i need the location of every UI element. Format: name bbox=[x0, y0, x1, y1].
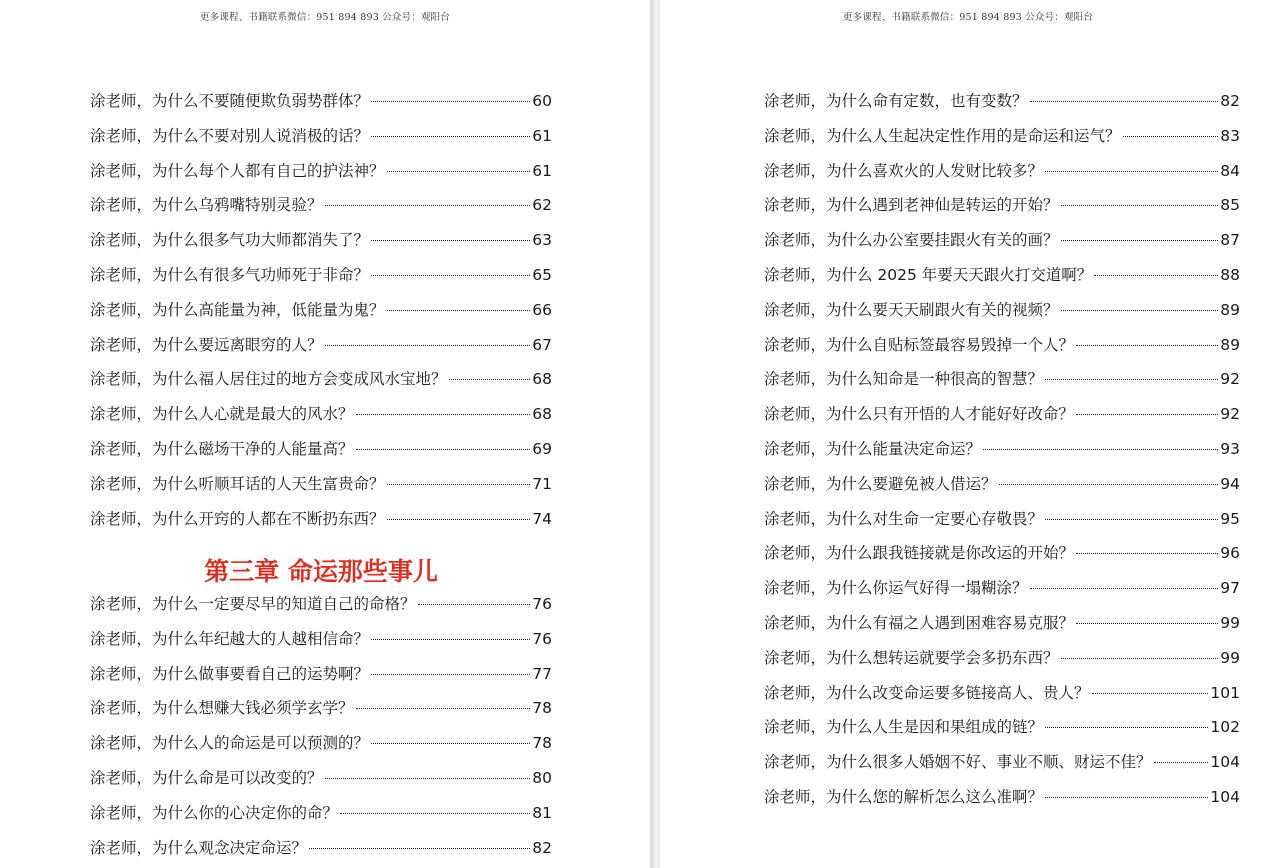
toc-entry-title: 涂老师，为什么命有定数，也有变数？ bbox=[764, 92, 1028, 110]
toc-dot-leader bbox=[1061, 310, 1219, 311]
toc-entry[interactable] bbox=[90, 696, 552, 731]
toc-entry[interactable] bbox=[764, 541, 1240, 576]
toc-entry-page-number: 61 bbox=[532, 161, 552, 180]
toc-entry-title: 涂老师，为什么人生起决定性作用的是命运和运气？ bbox=[764, 126, 1121, 145]
toc-entry[interactable] bbox=[764, 367, 1240, 402]
toc-entry[interactable] bbox=[764, 472, 1240, 507]
toc-entry-title: 涂老师，为什么不要随便欺负弱势群体？ bbox=[90, 92, 370, 110]
toc-entry-page-number: 78 bbox=[532, 734, 552, 753]
toc-entry-title: 涂老师，为什么命是可以改变的？ bbox=[90, 768, 323, 787]
toc-dot-leader bbox=[983, 449, 1218, 450]
right-page bbox=[660, 0, 1276, 868]
toc-entry-title: 涂老师，为什么跟我链接就是你改运的开始？ bbox=[764, 544, 1075, 563]
toc-dot-leader bbox=[1030, 588, 1219, 589]
toc-dot-leader bbox=[1045, 727, 1208, 728]
toc-entry-title: 涂老师，为什么有很多气功师死于非命？ bbox=[90, 265, 370, 284]
toc-entry-title: 涂老师，为什么听顺耳话的人天生富贵命？ bbox=[90, 474, 385, 493]
toc-entry-title: 涂老师，为什么遇到老神仙是转运的开始？ bbox=[764, 196, 1059, 215]
toc-entry[interactable] bbox=[90, 298, 552, 333]
toc-entry-page-number: 89 bbox=[1220, 335, 1240, 354]
toc-dot-leader bbox=[1076, 345, 1218, 346]
toc-entry-page-number: 83 bbox=[1220, 126, 1240, 145]
toc-entry-title: 涂老师，为什么你的心决定你的命？ bbox=[90, 803, 339, 822]
toc-entry-page-number: 95 bbox=[1220, 509, 1240, 528]
toc-dot-leader bbox=[340, 813, 530, 814]
toc-dot-leader bbox=[371, 743, 530, 744]
toc-entry-title: 涂老师，为什么观念决定命运？ bbox=[90, 838, 308, 857]
toc-entry[interactable] bbox=[90, 333, 552, 368]
toc-entry-page-number: 93 bbox=[1220, 439, 1240, 458]
chapter-heading: 第三章 命运那些事儿 bbox=[204, 557, 438, 586]
toc-list bbox=[90, 592, 552, 868]
toc-entry-title: 涂老师，为什么知命是一种很高的智慧？ bbox=[764, 370, 1044, 389]
toc-dot-leader bbox=[371, 240, 530, 241]
page-header: 更多课程、书籍联系微信：951 894 893 公众号：观阳台 bbox=[199, 12, 451, 23]
toc-entry[interactable] bbox=[90, 89, 552, 124]
toc-entry-title: 涂老师，为什么乌鸦嘴特别灵验？ bbox=[90, 196, 323, 215]
toc-dot-leader bbox=[1094, 275, 1218, 276]
toc-dot-leader bbox=[309, 848, 530, 849]
toc-entry-title: 涂老师，为什么人生是因和果组成的链？ bbox=[764, 718, 1044, 737]
toc-dot-leader bbox=[1076, 623, 1218, 624]
toc-entry-page-number: 62 bbox=[532, 196, 552, 215]
toc-entry-title: 涂老师，为什么只有开悟的人才能好好改命？ bbox=[764, 405, 1075, 424]
toc-dot-leader bbox=[387, 310, 531, 311]
toc-dot-leader bbox=[1045, 379, 1218, 380]
toc-entry[interactable] bbox=[90, 367, 552, 402]
toc-entry-page-number: 104 bbox=[1210, 753, 1240, 772]
toc-entry-page-number: 71 bbox=[532, 474, 552, 493]
toc-entry[interactable] bbox=[764, 298, 1240, 333]
toc-entry[interactable] bbox=[90, 437, 552, 472]
toc-entry-title: 涂老师，为什么很多人婚姻不好、事业不顺、财运不佳？ bbox=[764, 753, 1152, 772]
toc-entry[interactable] bbox=[764, 715, 1240, 750]
toc-entry[interactable] bbox=[764, 89, 1240, 124]
toc-dot-leader bbox=[1061, 240, 1219, 241]
toc-entry-page-number: 94 bbox=[1220, 474, 1240, 493]
toc-entry-title: 涂老师，为什么不要对别人说消极的话？ bbox=[90, 126, 370, 145]
toc-entry[interactable] bbox=[764, 402, 1240, 437]
toc-entry[interactable] bbox=[90, 627, 552, 662]
toc-entry-page-number: 78 bbox=[532, 699, 552, 718]
toc-entry[interactable] bbox=[764, 507, 1240, 542]
toc-entry-page-number: 69 bbox=[532, 439, 552, 458]
toc-dot-leader bbox=[1154, 762, 1209, 763]
toc-entry[interactable] bbox=[90, 507, 552, 542]
toc-dot-leader bbox=[418, 604, 531, 605]
toc-entry-page-number: 81 bbox=[532, 803, 552, 822]
toc-dot-leader bbox=[325, 205, 531, 206]
toc-entry-title: 涂老师，为什么自贴标签最容易毁掉一个人？ bbox=[764, 335, 1075, 354]
toc-dot-leader bbox=[1076, 414, 1218, 415]
toc-entry-page-number: 102 bbox=[1210, 718, 1240, 737]
toc-entry-title: 涂老师，为什么要避免被人借运？ bbox=[764, 474, 997, 493]
toc-dot-leader bbox=[387, 171, 531, 172]
toc-entry-title: 涂老师，为什么要远离眼穷的人？ bbox=[90, 335, 323, 354]
toc-list bbox=[764, 89, 1240, 820]
toc-dot-leader bbox=[371, 639, 530, 640]
toc-entry-title: 涂老师，为什么想赚大钱必须学玄学？ bbox=[90, 699, 354, 718]
toc-entry[interactable] bbox=[90, 662, 552, 697]
toc-entry[interactable] bbox=[90, 592, 552, 627]
toc-entry[interactable] bbox=[90, 766, 552, 801]
toc-entry-title: 涂老师，为什么年纪越大的人越相信命？ bbox=[90, 629, 370, 648]
toc-entry-page-number: 96 bbox=[1220, 544, 1240, 563]
toc-entry-page-number: 82 bbox=[532, 838, 552, 857]
toc-list bbox=[90, 89, 552, 541]
toc-entry-page-number: 65 bbox=[532, 265, 552, 284]
toc-entry-title: 涂老师，为什么很多气功大师都消失了？ bbox=[90, 231, 370, 250]
toc-entry-title: 涂老师，为什么能量决定命运？ bbox=[764, 439, 982, 458]
toc-dot-leader bbox=[999, 484, 1219, 485]
toc-entry-page-number: 104 bbox=[1210, 787, 1240, 806]
toc-entry-title: 涂老师，为什么要天天刷跟火有关的视频？ bbox=[764, 300, 1059, 319]
toc-entry-title: 涂老师，为什么开窍的人都在不断扔东西？ bbox=[90, 509, 385, 528]
toc-entry-page-number: 77 bbox=[532, 664, 552, 683]
toc-dot-leader bbox=[356, 414, 531, 415]
toc-entry[interactable] bbox=[764, 124, 1240, 159]
page-gutter bbox=[650, 0, 660, 868]
toc-entry-page-number: 84 bbox=[1220, 161, 1240, 180]
toc-entry-title: 涂老师，为什么人心就是最大的风水？ bbox=[90, 405, 354, 424]
toc-entry-title: 涂老师，为什么磁场干净的人能量高？ bbox=[90, 439, 354, 458]
toc-entry[interactable] bbox=[764, 611, 1240, 646]
toc-dot-leader bbox=[1045, 171, 1218, 172]
toc-entry-page-number: 76 bbox=[532, 629, 552, 648]
toc-entry-title: 涂老师，为什么做事要看自己的运势啊？ bbox=[90, 664, 370, 683]
toc-entry[interactable] bbox=[764, 750, 1240, 785]
toc-dot-leader bbox=[371, 136, 530, 137]
toc-dot-leader bbox=[1045, 797, 1208, 798]
toc-entry[interactable] bbox=[90, 263, 552, 298]
toc-entry[interactable] bbox=[90, 124, 552, 159]
toc-entry[interactable] bbox=[764, 263, 1240, 298]
toc-entry[interactable] bbox=[764, 228, 1240, 263]
toc-dot-leader bbox=[1061, 658, 1219, 659]
toc-dot-leader bbox=[325, 345, 531, 346]
toc-entry-page-number: 92 bbox=[1220, 370, 1240, 389]
toc-entry[interactable] bbox=[90, 801, 552, 836]
toc-entry[interactable] bbox=[764, 159, 1240, 194]
toc-entry-page-number: 80 bbox=[532, 768, 552, 787]
toc-entry[interactable] bbox=[90, 228, 552, 263]
toc-entry[interactable] bbox=[764, 576, 1240, 611]
toc-dot-leader bbox=[371, 101, 530, 102]
toc-entry-page-number: 89 bbox=[1220, 300, 1240, 319]
toc-entry[interactable] bbox=[764, 333, 1240, 368]
toc-entry-page-number: 68 bbox=[532, 405, 552, 424]
toc-entry-title: 涂老师，为什么高能量为神，低能量为鬼？ bbox=[90, 300, 385, 319]
toc-entry[interactable] bbox=[764, 193, 1240, 228]
toc-entry[interactable] bbox=[764, 785, 1240, 820]
toc-entry-title: 涂老师，为什么改变命运要多链接高人、贵人？ bbox=[764, 683, 1090, 702]
toc-entry-page-number: 88 bbox=[1220, 265, 1240, 284]
toc-entry[interactable] bbox=[90, 402, 552, 437]
toc-entry-page-number: 99 bbox=[1220, 613, 1240, 632]
page-header: 更多课程、书籍联系微信：951 894 893 公众号：观阳台 bbox=[842, 12, 1094, 23]
toc-dot-leader bbox=[1123, 136, 1219, 137]
toc-entry-page-number: 76 bbox=[532, 595, 552, 613]
toc-dot-leader bbox=[325, 778, 531, 779]
toc-dot-leader bbox=[371, 275, 530, 276]
toc-entry-title: 涂老师，为什么 2025 年要天天跟火打交道啊？ bbox=[764, 265, 1093, 284]
toc-entry-page-number: 87 bbox=[1220, 231, 1240, 250]
toc-entry-title: 涂老师，为什么办公室要挂跟火有关的画？ bbox=[764, 231, 1059, 250]
toc-entry[interactable] bbox=[764, 646, 1240, 681]
toc-dot-leader bbox=[449, 379, 531, 380]
toc-entry-title: 涂老师，为什么喜欢火的人发财比较多？ bbox=[764, 161, 1044, 180]
toc-dot-leader bbox=[1061, 205, 1219, 206]
toc-entry[interactable] bbox=[90, 731, 552, 766]
toc-entry-page-number: 60 bbox=[532, 92, 552, 110]
toc-entry[interactable] bbox=[764, 437, 1240, 472]
toc-entry-page-number: 99 bbox=[1220, 648, 1240, 667]
toc-dot-leader bbox=[356, 449, 531, 450]
toc-entry-title: 涂老师，为什么您的解析怎么这么准啊？ bbox=[764, 787, 1044, 806]
toc-dot-leader bbox=[387, 484, 531, 485]
toc-entry-title: 涂老师，为什么每个人都有自己的护法神？ bbox=[90, 161, 385, 180]
toc-entry[interactable] bbox=[90, 472, 552, 507]
toc-entry[interactable] bbox=[764, 681, 1240, 716]
toc-entry[interactable] bbox=[90, 159, 552, 194]
toc-entry-page-number: 66 bbox=[532, 300, 552, 319]
toc-entry-page-number: 92 bbox=[1220, 405, 1240, 424]
toc-entry-title: 涂老师，为什么想转运就要学会多扔东西？ bbox=[764, 648, 1059, 667]
toc-dot-leader bbox=[356, 708, 531, 709]
toc-entry[interactable] bbox=[90, 836, 552, 868]
toc-entry-title: 涂老师，为什么人的命运是可以预测的？ bbox=[90, 734, 370, 753]
toc-entry-title: 涂老师，为什么一定要尽早的知道自己的命格？ bbox=[90, 595, 416, 613]
toc-entry-page-number: 101 bbox=[1210, 683, 1240, 702]
toc-entry[interactable] bbox=[90, 193, 552, 228]
toc-entry-title: 涂老师，为什么有福之人遇到困难容易克服？ bbox=[764, 613, 1075, 632]
toc-entry-page-number: 97 bbox=[1220, 579, 1240, 598]
toc-dot-leader bbox=[387, 519, 531, 520]
toc-entry-title: 涂老师，为什么福人居住过的地方会变成风水宝地？ bbox=[90, 370, 447, 389]
toc-entry-title: 涂老师，为什么对生命一定要心存敬畏？ bbox=[764, 509, 1044, 528]
toc-entry-page-number: 68 bbox=[532, 370, 552, 389]
toc-dot-leader bbox=[1076, 553, 1218, 554]
toc-entry-page-number: 85 bbox=[1220, 196, 1240, 215]
toc-entry-page-number: 61 bbox=[532, 126, 552, 145]
toc-dot-leader bbox=[1092, 693, 1209, 694]
toc-entry-page-number: 67 bbox=[532, 335, 552, 354]
toc-dot-leader bbox=[371, 674, 530, 675]
toc-dot-leader bbox=[1045, 519, 1218, 520]
toc-entry-page-number: 82 bbox=[1220, 92, 1240, 110]
toc-entry-title: 涂老师，为什么你运气好得一塌糊涂？ bbox=[764, 579, 1028, 598]
toc-entry-page-number: 74 bbox=[532, 509, 552, 528]
toc-dot-leader bbox=[1030, 101, 1219, 102]
toc-entry-page-number: 63 bbox=[532, 231, 552, 250]
